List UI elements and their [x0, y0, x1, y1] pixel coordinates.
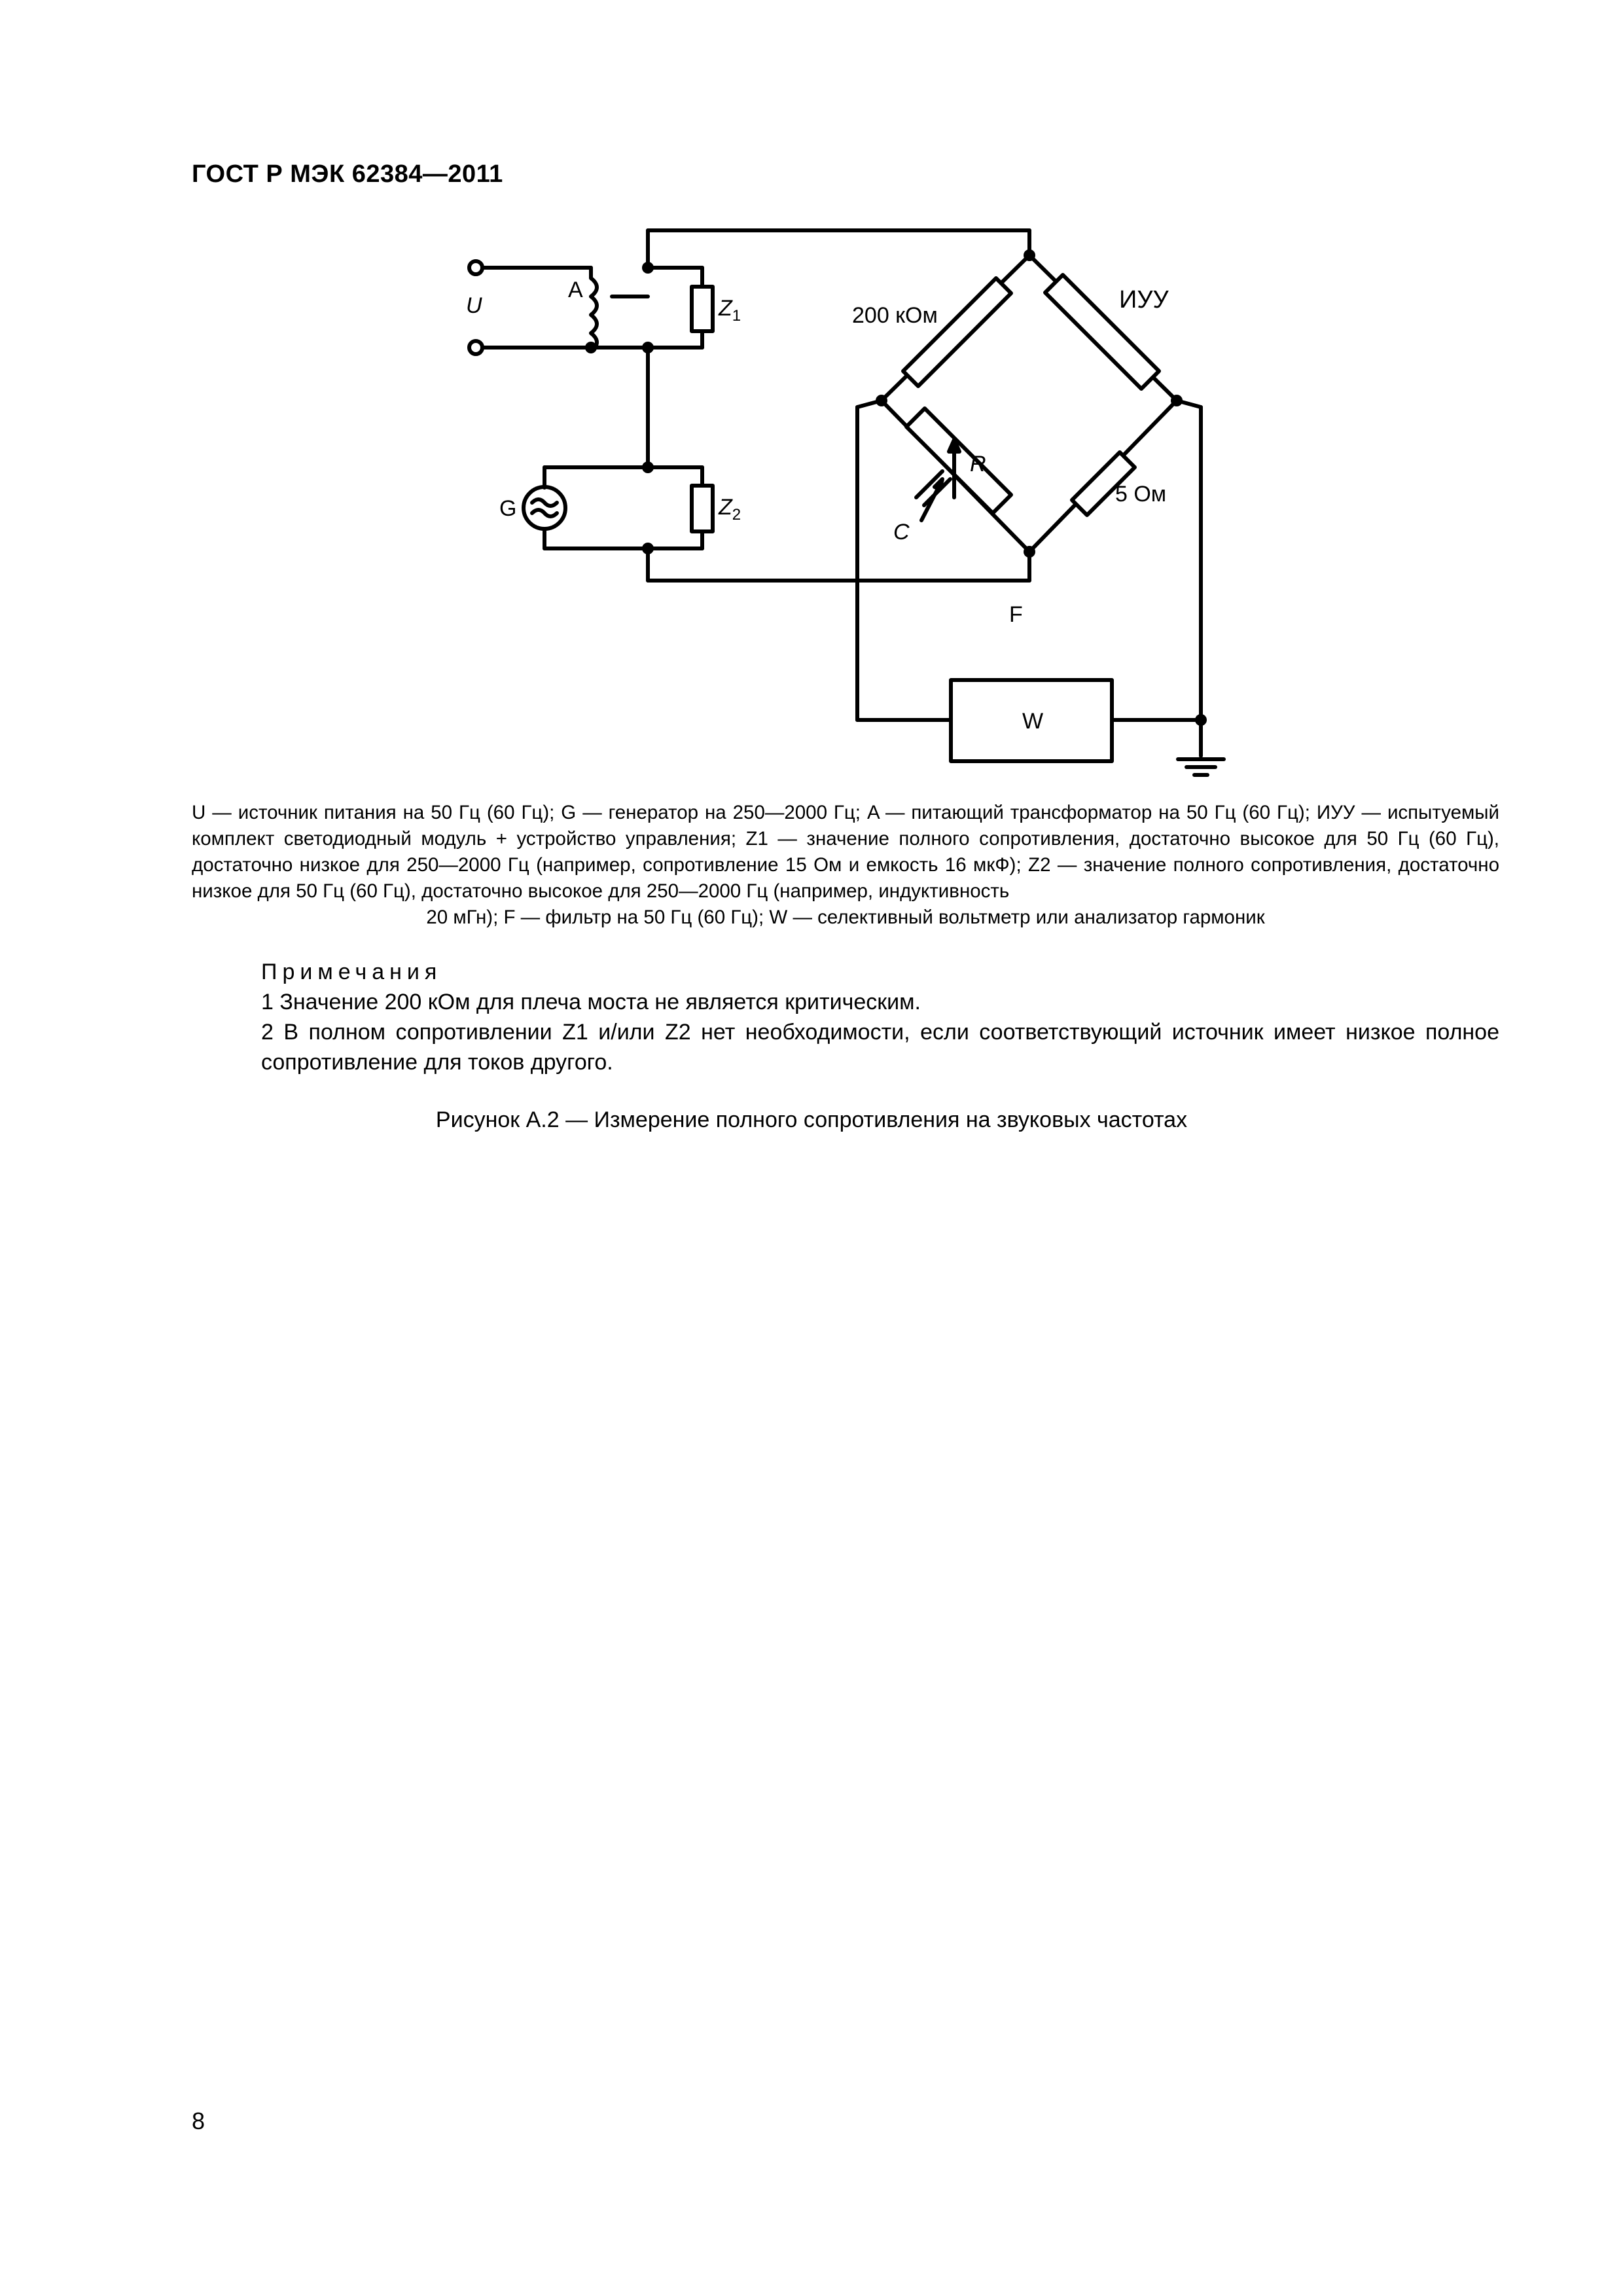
label-200k: 200 кОм	[852, 303, 938, 328]
transformer-coil	[591, 268, 597, 351]
label-u: U	[466, 293, 482, 318]
note-2: 2 В полном сопротивлении Z1 и/или Z2 нет необходимости, если соответствующий источник имеет низкое полное сопротивление для токов другого.	[261, 1020, 1499, 1075]
document-header: ГОСТ Р МЭК 62384—2011	[192, 160, 503, 188]
figure-legend	[192, 800, 1499, 931]
figure-caption: Рисунок А.2 — Измерение полного сопротивления на звуковых частотах	[435, 1107, 1188, 1132]
label-z2: $Z_2$	[719, 495, 741, 524]
generator-symbol	[524, 487, 565, 529]
label-f: F	[1009, 602, 1023, 627]
notes-title: Примечания	[261, 960, 442, 984]
page-number: 8	[192, 2108, 205, 2134]
label-5ohm: 5 Ом	[1115, 482, 1167, 507]
label-w: W	[1022, 709, 1044, 734]
legend-text-end: 20 мГн); F — фильтр на 50 Гц (60 Гц); W — селективный вольтметр или анализатор гармоник	[426, 906, 1265, 928]
notes-block	[192, 957, 1499, 1077]
label-r: R	[970, 452, 986, 476]
label-a: A	[568, 278, 583, 302]
note-1: 1 Значение 200 кОм для плеча моста не является критическим.	[261, 990, 921, 1014]
z2-resistor	[692, 486, 713, 531]
rc-element	[906, 408, 1011, 513]
z1-resistor	[692, 287, 713, 331]
label-g: G	[499, 496, 517, 521]
label-iuu: ИУУ	[1119, 286, 1169, 314]
label-z1: $Z_1$	[719, 296, 741, 325]
circuit-diagram	[0, 0, 1623, 798]
label-c: C	[893, 520, 910, 545]
resistor-200k	[903, 278, 1011, 386]
legend-text: U — источник питания на 50 Гц (60 Гц); G — генератор на 250—2000 Гц; A — питающий трансформатор на 50 Гц (60 Гц); ИУУ — испытуемый комплект светодиодный модуль + устройство управления; Z1 — значение полного сопротивления, достаточно высокое для 50 Гц (60 Гц), достаточно низкое для 250—2000 Гц (например, сопротивление 15 Ом и емкость 16 мкФ); Z2 — значение полного сопротивления, достаточно низкое для 50 Гц (60 Гц), достаточно высокое для 250—2000 Гц (например, индуктивность	[192, 802, 1499, 902]
